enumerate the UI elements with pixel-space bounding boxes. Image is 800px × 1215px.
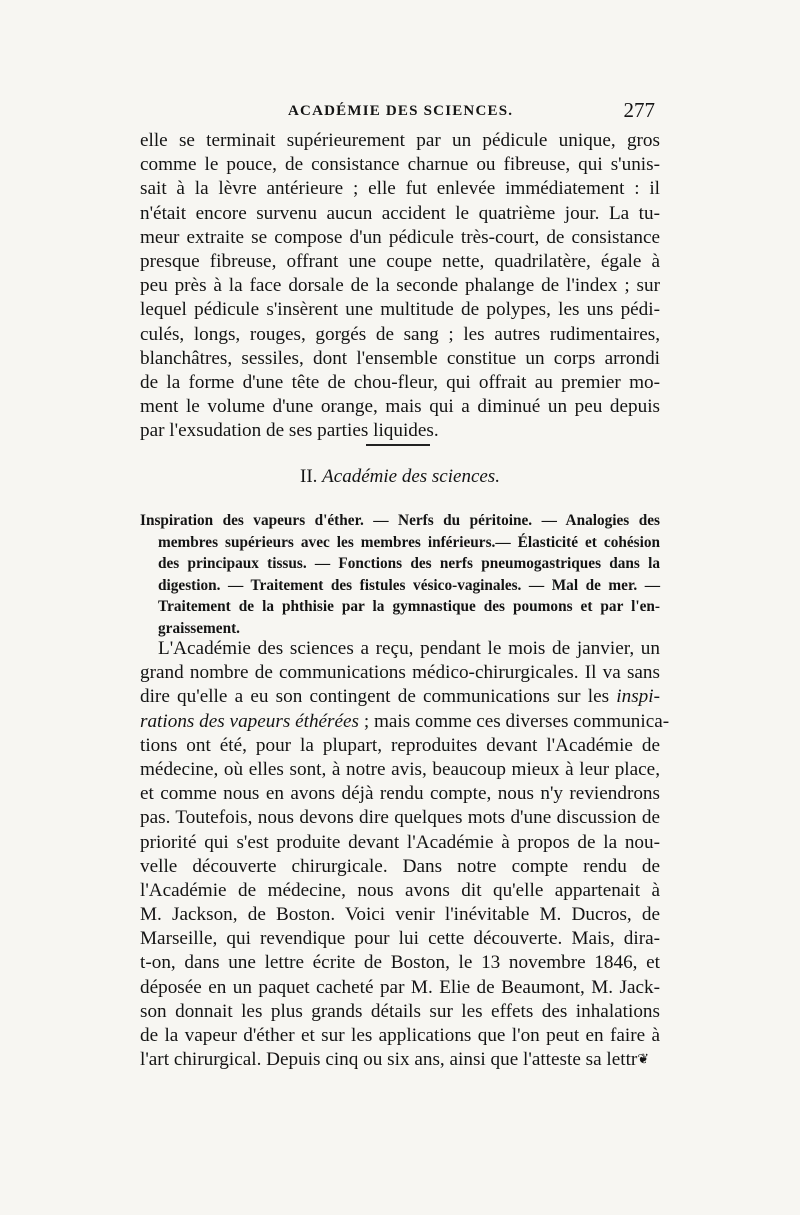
text-line: et comme nous en avons déjà rendu compte, nous n'y reviendrons (140, 783, 660, 805)
text-line: son donnait les plus grands détails sur les effets des inhalations (140, 1000, 660, 1022)
text-line: Marseille, qui revendique pour lui cette découverte. Mais, dira- (140, 928, 660, 950)
summary-line: des principaux tissus. — Fonctions des nerfs pneumogastriques dans la (158, 555, 660, 573)
section-number: II. (300, 466, 318, 487)
text-line: n'était encore survenu aucun accident le quatrième jour. La tu- (140, 202, 660, 224)
paragraph-continued (140, 129, 660, 443)
text-line (140, 1048, 660, 1072)
paragraph-academie (140, 637, 670, 1072)
text-line: priorité qui s'est produite devant l'Académie à propos de la nou- (140, 831, 660, 853)
summary-line: graissement. (158, 619, 240, 637)
text-run: l'art chirurgical. Depuis cinq ou six ans, ainsi que l'atteste sa lettr (140, 1049, 638, 1071)
text-line: lequel pédicule s'insèrent une multitude de polypes, les uns pédi- (140, 299, 660, 321)
section-summary (140, 510, 660, 640)
text-line: culés, longs, rouges, gorgés de sang ; les autres rudimentaires, (140, 323, 660, 345)
text-line: comme le pouce, de consistance charnue ou fibreuse, qui s'unis- (140, 154, 660, 176)
text-line: M. Jackson, de Boston. Voici venir l'inévitable M. Ducros, de (140, 904, 660, 926)
section-divider (366, 444, 430, 446)
text-line (140, 710, 670, 734)
section-heading (0, 466, 800, 488)
running-title: ACADÉMIE DES SCIENCES. (288, 103, 514, 119)
text-line: ment le volume d'une orange, mais qui a diminué un peu depuis (140, 396, 660, 418)
summary-line: Traitement de la phthisie par la gymnastique des poumons et par l'en- (158, 598, 660, 616)
text-line: de la vapeur d'éther et sur les applications que l'on peut en faire à (140, 1025, 660, 1046)
text-line: déposée en un paquet cacheté par M. Elie de Beaumont, M. Jack- (140, 976, 660, 998)
text-line: médecine, où elles sont, à notre avis, beaucoup mieux à leur place, (140, 758, 660, 780)
text-line: tions ont été, pour la plupart, reproduites devant l'Académie de (140, 734, 660, 756)
summary-line: membres supérieurs avec les membres inférieurs.— Élasticité et cohésion (158, 533, 660, 551)
text-line: velle découverte chirurgicale. Dans notre compte rendu de (140, 855, 660, 877)
text-line: peu près à la face dorsale de la seconde phalange de l'index ; sur (140, 275, 660, 297)
text-line: blanchâtres, sessiles, dont l'ensemble constitue un corps arrondi (140, 347, 660, 369)
text-line: L'Académie des sciences a reçu, pendant le mois de janvier, un (158, 638, 660, 659)
page-number: 277 (623, 98, 655, 122)
page-header (140, 98, 655, 131)
text-line (140, 685, 660, 709)
text-line: de la forme d'une tête de chou-fleur, qui offrait au premier mo- (140, 371, 660, 393)
summary-line: Inspiration des vapeurs d'éther. — Nerfs du péritoine. — Analogies des (140, 512, 660, 529)
italic-run: inspi- (616, 686, 660, 708)
text-line: l'Académie de médecine, nous avons dit qu'elle appartenait à (140, 879, 660, 901)
text-line: sait à la lèvre antérieure ; elle fut enlevée immédiatement : il (140, 178, 660, 200)
section-title: Académie des sciences. (322, 466, 500, 487)
text-line: par l'exsudation de ses parties liquides. (140, 420, 439, 442)
text-run: dire qu'elle a eu son contingent de communications sur les (140, 686, 617, 708)
text-run: ; mais comme ces diverses communica- (359, 710, 670, 732)
text-line: pas. Toutefois, nous devons dire quelques mots d'une discussion de (140, 807, 660, 829)
italic-run: rations des vapeurs éthérées (140, 710, 360, 732)
text-line: presque fibreuse, offrant une coupe nette, quadrilatère, égale à (140, 250, 660, 272)
page-end-ornament-icon: ❦ (637, 1052, 650, 1068)
text-line: elle se terminait supérieurement par un pédicule unique, gros (140, 130, 660, 151)
text-line: t-on, dans une lettre écrite de Boston, le 13 novembre 1846, et (140, 952, 660, 974)
summary-line: digestion. — Traitement des fistules vésico-vaginales. — Mal de mer. — (158, 576, 660, 594)
text-line: grand nombre de communications médico-chirurgicales. Il va sans (140, 662, 660, 684)
text-line: meur extraite se compose d'un pédicule très-court, de consistance (140, 226, 660, 248)
